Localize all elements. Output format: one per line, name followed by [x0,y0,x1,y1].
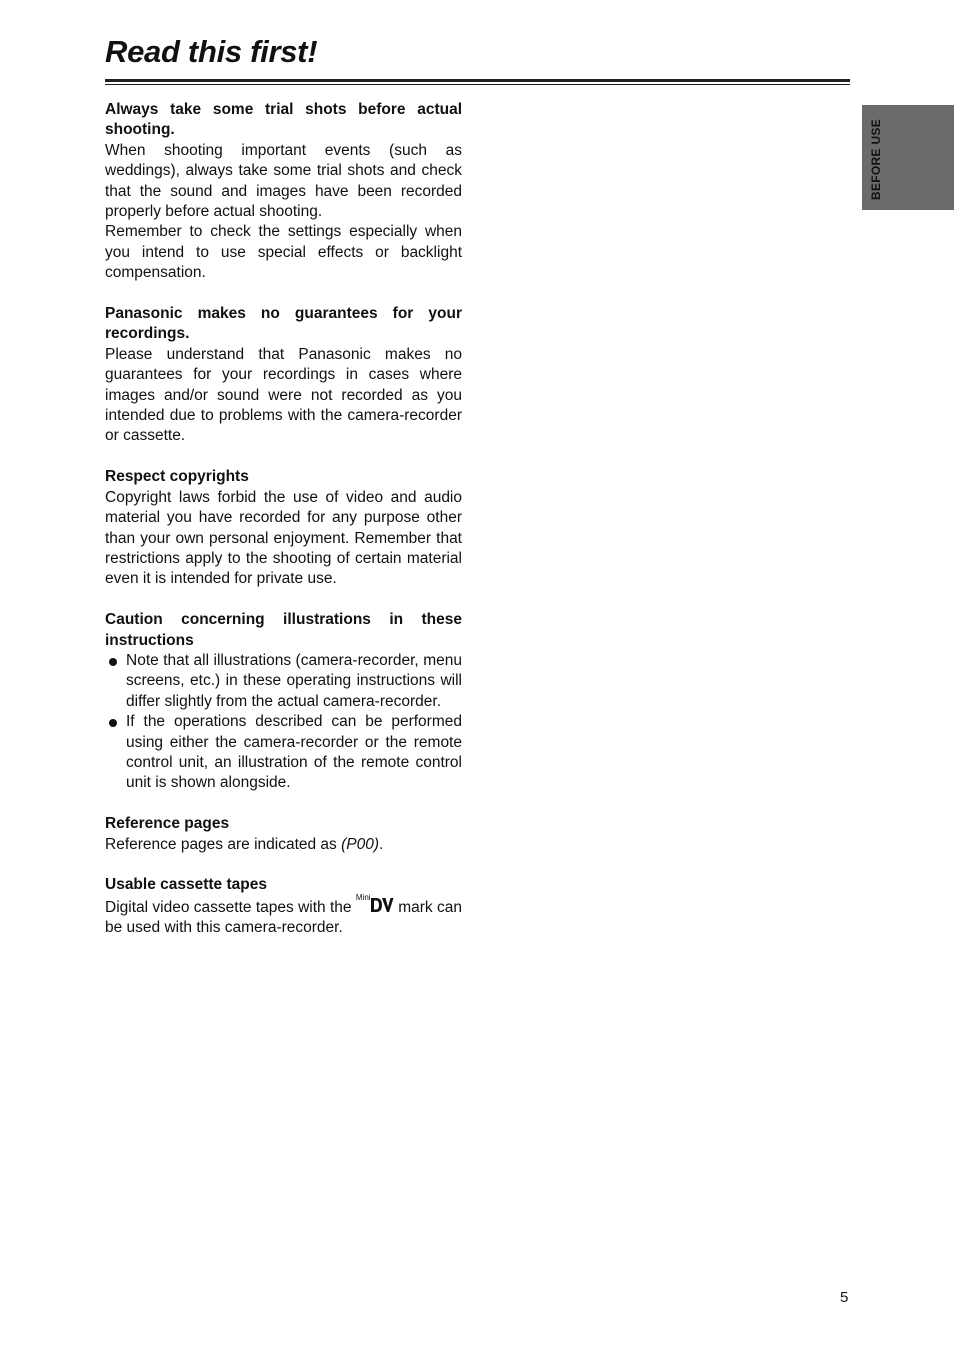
header-rule-thick [105,79,850,82]
section-cassette [105,875,462,938]
section-paragraph: Copyright laws forbid the use of video and audio material you have recorded for any purpose other than your own personal enjoyment. Remember that restrictions apply to the shooting of certain material even it is intended for private use. [105,488,462,588]
reference-page-example: (P00) [341,835,380,853]
bullet-icon [109,658,117,666]
section-trial-shots [105,100,462,284]
text-run: Digital video cassette tapes with the [105,898,356,916]
section-guarantees [105,304,462,447]
section-heading: Always take some trial shots before actual shooting. [105,101,462,139]
dv-glyph-icon [370,897,394,913]
section-heading: Panasonic makes no guarantees for your recordings. [105,305,462,343]
section-paragraph: Remember to check the settings especially when you intend to use special effects or backlight compensation. [105,223,462,282]
text-run: Reference pages are indicated as [105,835,342,853]
list-item-text: Note that all illustrations (camera-recorder, menu screens, etc.) in these operating instructions will differ slightly from the actual camera-recorder. [126,651,462,710]
list-item [105,712,462,794]
bullet-icon [109,719,117,727]
minidv-logo-mini-text: Mini [355,892,371,902]
text-run: mark can be used with this camera-recorder. [105,898,462,937]
section-copyrights [105,467,462,589]
page-number: 5 [840,1289,849,1306]
header-rule-thin [105,84,850,85]
list-item [105,651,462,712]
section-reference-pages [105,814,462,855]
list-item-text: If the operations described can be performed using either the camera-recorder or the remote control unit, an illustration of the remote control unit is shown alongside. [126,713,462,792]
minidv-logo-icon [355,892,394,914]
page-title: Read this first! [105,34,318,69]
section-heading: Respect copyrights [105,468,249,486]
section-heading: Reference pages [105,815,230,833]
section-heading: Caution concerning illustrations in these instructions [105,611,462,649]
bullet-list [105,651,462,794]
section-illustrations [105,610,462,794]
section-paragraph [105,835,462,855]
main-content [105,100,462,959]
section-paragraph: When shooting important events (such as weddings), always take some trial shots and check that the sound and images have been recorded properly before actual shooting. [105,141,462,221]
section-paragraph [105,892,462,939]
section-paragraph: Please understand that Panasonic makes no guarantees for your recordings in cases where images and/or sound were not recorded as you intended due to problems with the camera-recorder or cassette. [105,345,462,445]
section-heading: Usable cassette tapes [105,876,267,894]
text-run: . [379,835,384,853]
section-tab-label: BEFORE USE [869,118,883,200]
